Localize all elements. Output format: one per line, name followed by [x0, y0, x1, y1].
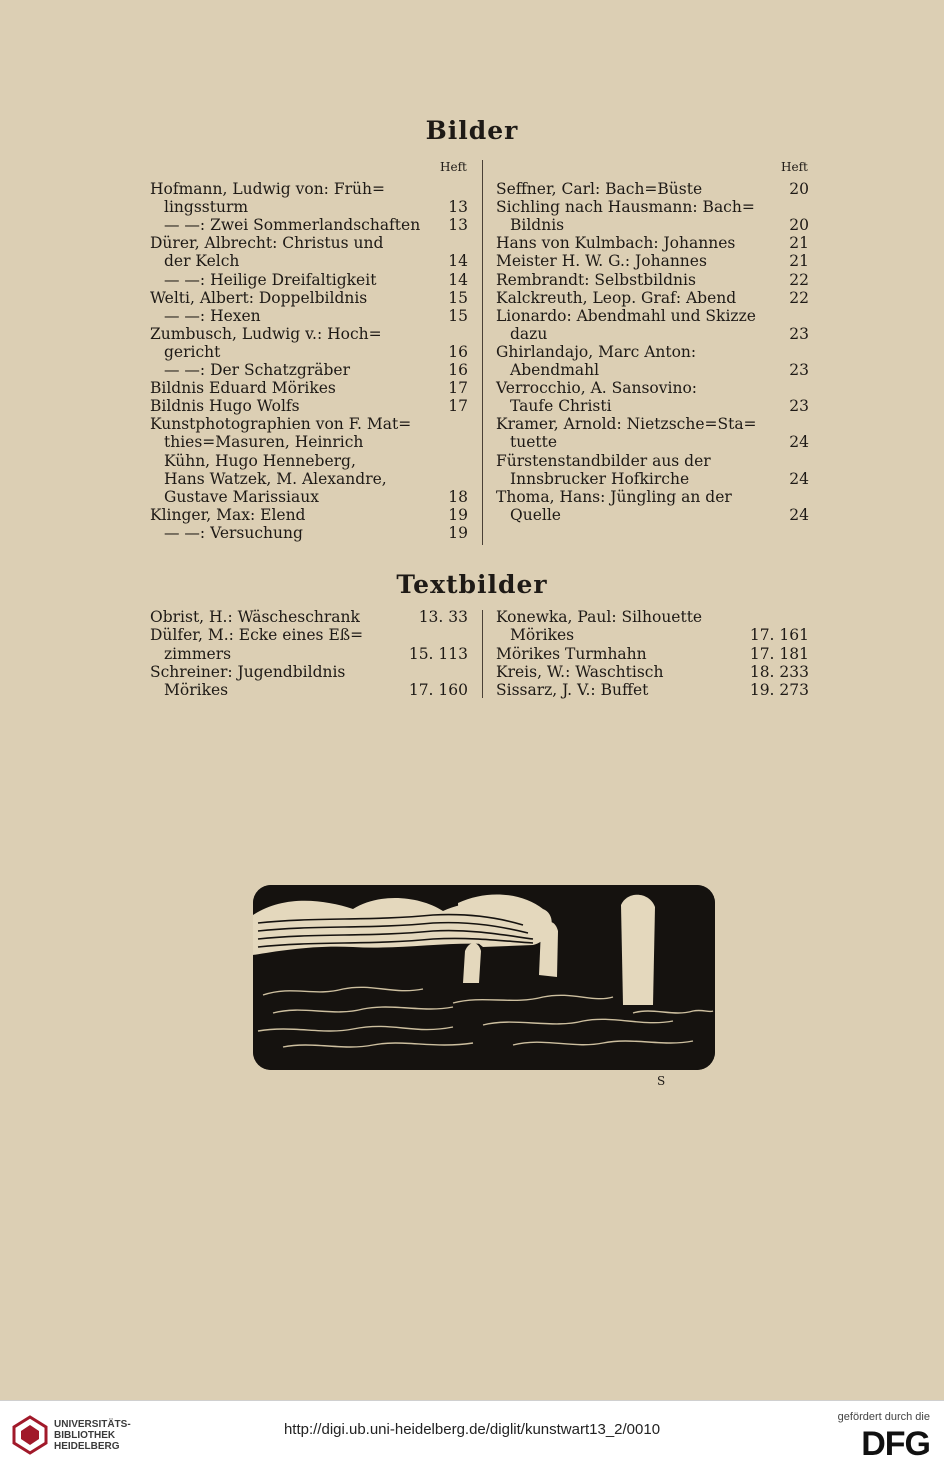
- entry-title: Gustave Marissiaux: [164, 487, 319, 506]
- entry-title: dazu: [510, 324, 548, 343]
- index-entry: [496, 433, 809, 452]
- entry-title: Fürstenstandbilder aus der: [496, 451, 711, 470]
- index-entry: [150, 681, 468, 700]
- entry-number: 15. 113: [408, 644, 468, 663]
- entry-title: Bildnis: [510, 216, 565, 235]
- index-entry: [150, 198, 468, 217]
- entry-number: 17. 160: [408, 681, 468, 700]
- entry-title: Meister H. W. G.: Johannes: [496, 252, 707, 271]
- entry-number: 14: [448, 252, 468, 271]
- entry-title: Dürer, Albrecht: Christus und: [150, 234, 384, 253]
- index-entry: [150, 289, 468, 308]
- index-entry: [496, 307, 809, 326]
- index-entry: [150, 470, 468, 489]
- index-entry: [150, 271, 468, 290]
- index-entry: [496, 198, 809, 217]
- entry-number: 23: [789, 324, 809, 343]
- entry-title: Bildnis Eduard Mörikes: [150, 379, 336, 398]
- entry-number: 22: [789, 270, 809, 289]
- entry-title: Mörikes Turmhahn: [496, 644, 647, 663]
- entry-number: 18: [448, 487, 468, 506]
- entry-title: Hans von Kulmbach: Johannes: [496, 234, 736, 253]
- index-entry: [150, 216, 468, 235]
- entry-title: lingssturm: [164, 198, 249, 217]
- entry-title: Sissarz, J. V.: Buffet: [496, 681, 649, 700]
- index-entry: [150, 488, 468, 507]
- index-entry: [496, 470, 809, 489]
- index-entry: [150, 452, 468, 471]
- entry-title: Mörikes: [510, 626, 575, 645]
- entry-title: Welti, Albert: Doppelbildnis: [150, 288, 368, 307]
- vignette-monogram: S: [657, 1074, 666, 1088]
- entry-number: 19. 273: [749, 681, 809, 700]
- index-entry: [150, 506, 468, 525]
- index-entry: [496, 289, 809, 308]
- index-entry: [150, 252, 468, 271]
- entry-title: Taufe Christi: [510, 397, 612, 416]
- index-entry: [150, 626, 468, 645]
- entry-title: tuette: [510, 433, 558, 452]
- entry-title: Dülfer, M.: Ecke eines Eß=: [150, 626, 364, 645]
- entry-title: Innsbrucker Hofkirche: [510, 469, 690, 488]
- entry-title: Klinger, Max: Elend: [150, 505, 306, 524]
- index-entry: [150, 361, 468, 380]
- section-title-textbilder: Textbilder: [396, 570, 548, 599]
- index-entry: [150, 397, 468, 416]
- entry-number: 17. 181: [749, 644, 809, 663]
- entry-number: 15: [448, 306, 468, 325]
- entry-title: Seffner, Carl: Bach=Büste: [496, 180, 703, 198]
- index-entry: [496, 452, 809, 471]
- entry-number: 20: [789, 216, 809, 235]
- index-entry: [496, 271, 809, 290]
- entry-title: Konewka, Paul: Silhouette: [496, 608, 703, 626]
- entry-title: Kühn, Hugo Henneberg,: [164, 451, 356, 470]
- entry-title: Hofmann, Ludwig von: Früh=: [150, 180, 385, 198]
- entry-number: 14: [448, 270, 468, 289]
- entry-number: 21: [789, 234, 809, 253]
- entry-number: 15: [448, 288, 468, 307]
- entry-title: thies=Masuren, Heinrich: [164, 433, 364, 452]
- entry-title: Bildnis Hugo Wolfs: [150, 397, 300, 416]
- entry-title: — —: Der Schatzgräber: [164, 361, 351, 379]
- index-entry: [496, 645, 809, 664]
- entry-title: — —: Versuchung: [164, 523, 303, 542]
- entry-title: Zumbusch, Ludwig v.: Hoch=: [150, 324, 382, 343]
- entry-number: 13: [448, 216, 468, 235]
- heft-label-left: Heft: [440, 160, 467, 174]
- index-entry: [496, 415, 809, 434]
- index-entry: [150, 234, 468, 253]
- index-entry: [150, 379, 468, 398]
- index-entry: [150, 524, 468, 543]
- column-divider: [482, 610, 483, 698]
- index-entry: [496, 325, 809, 344]
- index-entry: [496, 488, 809, 507]
- entry-title: Lionardo: Abendmahl und Skizze: [496, 306, 756, 325]
- entry-number: 20: [789, 180, 809, 198]
- index-entry: [150, 180, 468, 199]
- permalink-url[interactable]: http://digi.ub.uni-heidelberg.de/diglit/kunstwart13_2/0010: [283, 1421, 661, 1438]
- entry-number: 17. 161: [749, 626, 809, 645]
- entry-title: — —: Hexen: [164, 306, 261, 325]
- entry-number: 23: [789, 361, 809, 379]
- index-entry: [150, 415, 468, 434]
- entry-title: Sichling nach Hausmann: Bach=: [496, 198, 755, 217]
- index-entry: [496, 506, 809, 525]
- entry-title: Quelle: [510, 505, 561, 524]
- dfg-logo: DFG: [861, 1425, 930, 1463]
- entry-title: Kreis, W.: Waschtisch: [496, 662, 664, 681]
- entry-number: 24: [789, 469, 809, 488]
- index-entry: [496, 397, 809, 416]
- entry-title: Mörikes: [164, 681, 229, 700]
- entry-title: der Kelch: [164, 252, 240, 271]
- entry-title: Kramer, Arnold: Nietzsche=Sta=: [496, 415, 757, 434]
- index-entry: [150, 343, 468, 362]
- index-entry: [496, 216, 809, 235]
- entry-title: Abendmahl: [510, 361, 600, 379]
- entry-title: — —: Heilige Dreifaltigkeit: [164, 270, 377, 289]
- index-entry: [496, 343, 809, 362]
- entry-number: 22: [789, 288, 809, 307]
- footer-bar: [0, 1400, 944, 1469]
- index-entry: [496, 608, 809, 627]
- index-entry: [150, 645, 468, 664]
- entry-number: 23: [789, 397, 809, 416]
- index-entry: [496, 379, 809, 398]
- library-name-line: BIBLIOTHEK: [54, 1430, 116, 1441]
- index-entry: [496, 180, 809, 199]
- entry-number: 17: [448, 397, 468, 416]
- index-entry: [150, 433, 468, 452]
- entry-title: Schreiner: Jugendbildnis: [150, 662, 346, 681]
- entry-title: Rembrandt: Selbstbildnis: [496, 270, 696, 289]
- heft-label-right: Heft: [781, 160, 808, 174]
- entry-title: Verrocchio, A. Sansovino:: [496, 379, 698, 398]
- index-entry: [150, 663, 468, 682]
- index-entry: [150, 325, 468, 344]
- entry-number: 19: [448, 505, 468, 524]
- entry-title: Kunstphotographien von F. Mat=: [150, 415, 412, 434]
- entry-number: 24: [789, 433, 809, 452]
- entry-number: 17: [448, 379, 468, 398]
- entry-number: 18. 233: [749, 662, 809, 681]
- entry-number: 21: [789, 252, 809, 271]
- entry-title: Obrist, H.: Wäscheschrank: [150, 608, 360, 626]
- entry-title: — —: Zwei Sommerlandschaften: [164, 216, 421, 235]
- entry-number: 19: [448, 523, 468, 542]
- entry-number: 13: [448, 198, 468, 217]
- section-title-bilder: Bilder: [425, 116, 519, 145]
- index-entry: [496, 361, 809, 380]
- entry-number: 24: [789, 505, 809, 524]
- entry-title: gericht: [164, 342, 221, 361]
- entry-number: 13. 33: [418, 608, 468, 626]
- index-entry: [150, 608, 468, 627]
- library-name-line: UNIVERSITÄTS-: [54, 1419, 131, 1430]
- woodcut-vignette: [253, 885, 715, 1070]
- library-name-line: HEIDELBERG: [54, 1441, 120, 1452]
- entry-number: 16: [448, 361, 468, 379]
- index-entry: [496, 663, 809, 682]
- index-entry: [496, 252, 809, 271]
- entry-title: Hans Watzek, M. Alexandre,: [164, 469, 387, 488]
- entry-title: Kalckreuth, Leop. Graf: Abend: [496, 288, 737, 307]
- index-entry: [496, 681, 809, 700]
- funded-by-label: gefördert durch die: [837, 1411, 930, 1423]
- column-divider: [482, 160, 483, 545]
- index-entry: [496, 234, 809, 253]
- index-entry: [496, 626, 809, 645]
- entry-title: Thoma, Hans: Jüngling an der: [496, 487, 732, 506]
- index-entry: [150, 307, 468, 326]
- entry-number: 16: [448, 342, 468, 361]
- entry-title: zimmers: [164, 644, 232, 663]
- entry-title: Ghirlandajo, Marc Anton:: [496, 342, 697, 361]
